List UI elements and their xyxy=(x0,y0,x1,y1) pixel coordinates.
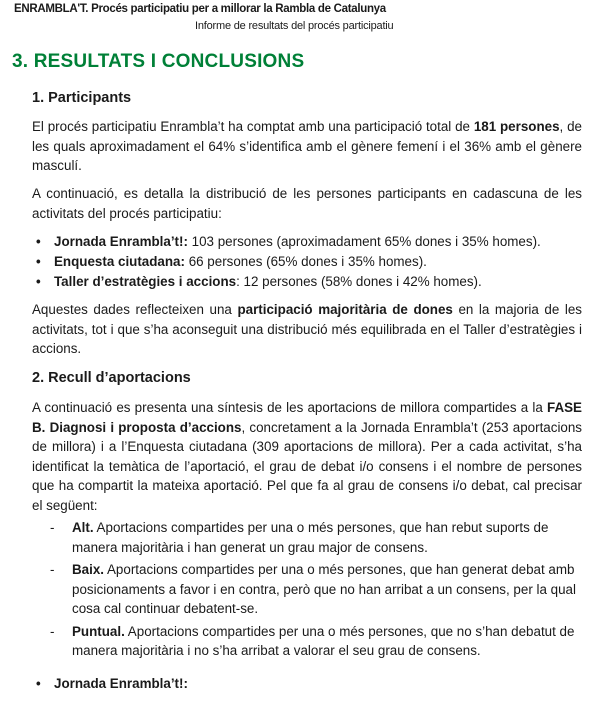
consensus-level-list xyxy=(50,518,582,664)
closing-text-c: en la majoria de les activitats, tot i que s’ha aconseguit una distribució més equilibrada en el Taller d’estratègies i accions. xyxy=(32,302,582,356)
list-item xyxy=(50,560,582,619)
item-text: 103 persones (aproximadament 65% dones i 35% homes). xyxy=(187,234,541,249)
bullet-icon: • xyxy=(36,676,41,691)
item-label: Baix. xyxy=(72,562,105,577)
document-header-subtitle: Informe de resultats del procés participatiu xyxy=(195,20,394,32)
list-item xyxy=(32,272,584,292)
closing-text-bold: participació majoritària de dones xyxy=(237,302,453,317)
recull-intro-paragraph xyxy=(32,398,582,515)
item-label: Taller d’estratègies i accions xyxy=(54,274,237,289)
intro-text-c: , de les quals aproximadament el 64% s’identifica amb el gènere femení i el 36% amb el gènere masculí. xyxy=(32,119,582,173)
document-header-title: ENRAMBLA'T. Procés participatiu per a millorar la Rambla de Catalunya xyxy=(14,3,386,15)
recull-text-bold: FASE B. Diagnosi i proposta d’accions xyxy=(32,400,582,435)
closing-text-a: Aquestes dades reflecteixen una xyxy=(32,302,238,317)
recull-text-a: A continuació es presenta una síntesis de les aportacions de millora compartides a la xyxy=(32,400,548,415)
list-item xyxy=(32,252,584,272)
detail-text: A continuació, es detalla la distribució de les persones participants en cadascuna de les activitats del procés participatiu: xyxy=(32,186,582,221)
item-text: : 12 persones (58% dones i 42% homes). xyxy=(236,274,482,289)
item-label: Jornada Enrambla’t!: xyxy=(54,676,188,691)
participants-detail-paragraph xyxy=(32,184,582,223)
item-text: 66 persones (65% dones i 35% homes). xyxy=(184,254,427,269)
participants-closing-paragraph xyxy=(32,300,582,359)
bullet-icon: • xyxy=(36,274,41,289)
item-label: Puntual. xyxy=(72,623,125,639)
subsection-heading-participants: 1. Participants xyxy=(32,90,132,106)
intro-text-bold: 181 persones xyxy=(473,119,560,134)
item-text: Aportacions compartides per una o més persones, que han generat debat amb posicionaments a favor i en contra, però que no han arribat a un consens, per la qual cosa cal continuar debatent-se. xyxy=(72,562,576,616)
item-text: Aportacions compartides per una o més persones, que han rebut suports de manera majoritària i han generat un grau major de consens. xyxy=(72,520,549,555)
section-title: 3. RESULTATS I CONCLUSIONS xyxy=(12,51,305,72)
list-item xyxy=(50,622,582,661)
participants-activity-list xyxy=(32,232,584,292)
item-label: Jornada Enrambla’t!: xyxy=(54,234,188,249)
list-item xyxy=(50,518,582,557)
bullet-icon: • xyxy=(36,254,41,269)
dash-icon: - xyxy=(50,562,55,577)
recull-text-c: , concretament a la Jornada Enrambla’t (253 aportacions de millora) i a l’Enquesta ciutadana (309 aportacions de millora). Per a cada activitat, s’ha identificat la temàtica de l’aportació, el grau de debat i/o consens i el nombre de persones que ha compartit la mateixa aportació. Pel que fa al grau de consens i/o debat, cal precisar el següent: xyxy=(32,419,583,513)
dash-icon: - xyxy=(50,623,55,639)
item-label: Alt. xyxy=(72,520,94,535)
list-item xyxy=(32,232,584,252)
subsection-heading-recull: 2. Recull d’aportacions xyxy=(32,370,191,386)
dash-icon: - xyxy=(50,520,55,535)
item-text: Aportacions compartides per una o més persones, que no s’han debatut de manera majoritària i no s’ha arribat a valorar el seu grau de consens. xyxy=(72,623,575,658)
jornada-bullet xyxy=(32,676,188,691)
bullet-icon: • xyxy=(36,234,41,249)
participants-intro-paragraph xyxy=(32,117,582,176)
item-label: Enquesta ciutadana: xyxy=(54,254,185,269)
intro-text-a: El procés participatiu Enrambla’t ha comptat amb una participació total de xyxy=(32,119,474,134)
